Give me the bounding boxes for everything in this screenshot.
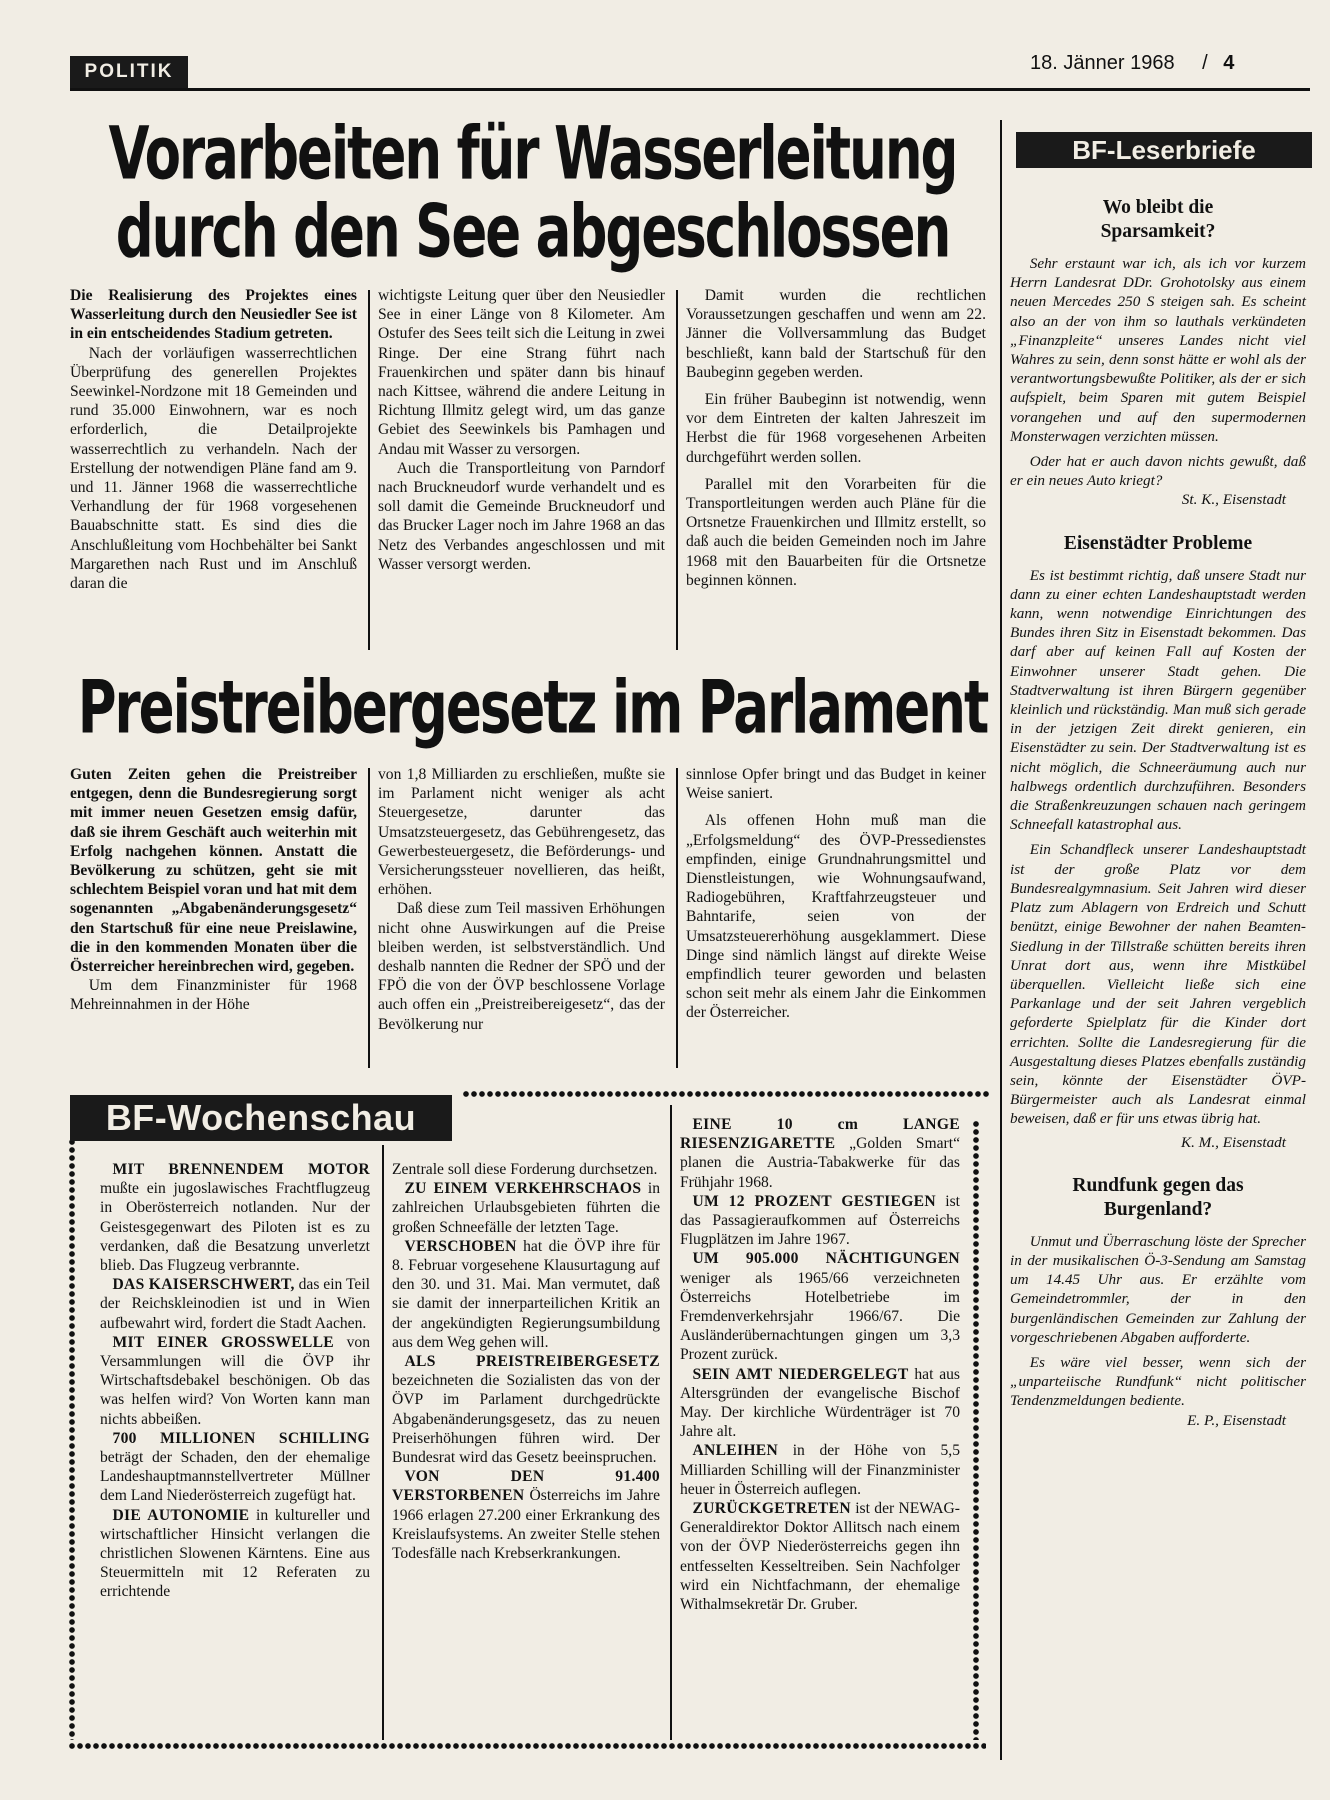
news-lead: VON DEN 91.400 VERSTORBENEN — [392, 1468, 660, 1505]
letter-signature: E. P., Eisenstadt — [1187, 1411, 1286, 1429]
news-text: in kultureller und wirtschaftlicher Hinsicht verlangen die christlichen Slowenen Kärntens. Eine aus Steuermitteln mit 12 Referaten zu errichtende — [100, 1506, 370, 1601]
leserbriefe-column — [1010, 196, 1306, 1430]
news-lead: DIE AUTONOMIE — [112, 1506, 250, 1524]
news-item — [100, 1506, 370, 1602]
news-text: ist der NEWAG-Generaldirektor Doktor Allitsch nach einem von der ÖVP Niederösterreichs gegen ihn entfesselten Kesseltreiben. Sein Nachfolger wird ein Nichtfachmann, der ehemalige Withalmsekretär Dr. Gruber. — [680, 1500, 960, 1614]
article1-lead: Die Realisierung des Projektes eines Wasserleitung durch den Neusiedler See ist in ein entscheidendes Stadium getreten. — [70, 287, 357, 343]
article2-paragraph: Um dem Finanzminister für 1968 Mehreinnahmen in der Höhe — [70, 977, 357, 1014]
letter-paragraph: Unmut und Überraschung löste der Sprecher in der musikalischen Ö-3-Sendung am Samstag um 14.45 Uhr aus. Er erzählte vom Gemeindetrommler, der in den burgenländischen Gemeinden zur Zahlung der vorgeschriebenen Abgaben aufforderte. — [1010, 1232, 1306, 1346]
news-lead: SEIN AMT NIEDERGELEGT — [692, 1365, 909, 1383]
article1-col3 — [686, 286, 986, 590]
wochenschau-border-left — [68, 1138, 76, 1740]
news-lead: MIT BRENNENDEM MOTOR — [112, 1161, 370, 1178]
news-item — [392, 1352, 660, 1467]
column-divider — [368, 290, 370, 650]
wochenschau-col1 — [100, 1160, 370, 1602]
news-lead: DAS KAISERSCHWERT, — [112, 1276, 295, 1294]
article2-paragraph: sinnlose Opfer bringt und das Budget in keiner Weise saniert. — [686, 766, 986, 803]
header-rule — [70, 88, 1310, 91]
page-separator: / — [1202, 52, 1208, 74]
news-text: weniger als 1965/66 verzeichneten Österreichs Hotelbetriebe im Fremdenverkehrsjahr 1966/67. Die Ausländerübernachtungen gingen um 3,3 Prozent zurück. — [680, 1269, 960, 1364]
news-text: das ein Teil der Reichskleinodien ist und in Wien aufbewahrt wird, fordert die Stadt Aachen. — [100, 1276, 370, 1332]
column-divider — [368, 768, 370, 1068]
article1-paragraph: Ein früher Baubeginn ist notwendig, wenn vor dem Eintreten der kalten Jahreszeit im Herbst die für 1968 vorgesehenen Arbeiten durchgeführt werden sollen. — [686, 391, 986, 466]
letter-paragraph: Ein Schandfleck unserer Landeshauptstadt ist der große Platz vor dem Bundesrealgymnasium. Seit Jahren wird dieser Platz zum Ablagern von Erdreich und Schutt benützt, einige Bewohner der nahen Beamten-Siedlung in der Tillstraße schütten bereits ihren Unrat dort aus, wenn ihre Mistkübel überquellen. Vielleicht ließe sich eine Parkanlage und der seit Jahren vergeblich geforderte Spielplatz für die Kinder dort errichten. Sollte die Landesregierung für die Ausgestaltung dieses Platzes ebenfalls zuständig sein, könnte der Eisenstädter ÖVP-Bürgermeister auch als Landesrat einmal beweisen, daß er für uns etwas übrig hat. — [1010, 841, 1306, 1128]
leserbriefe-title-text: BF-Leserbriefe — [1072, 135, 1256, 165]
news-text: beträgt der Schaden, den der ehemalige Landeshauptmannstellvertreter Müllner dem Land Niederösterreich zugefügt hat. — [100, 1449, 370, 1505]
news-text: in der Höhe von 5,5 Milliarden Schilling will der Finanzminister heuer in Österreich auflegen. — [680, 1442, 960, 1498]
letter-paragraph: Oder hat er auch davon nichts gewußt, daß er ein neues Auto kriegt? — [1010, 453, 1306, 490]
article1-col1 — [70, 286, 357, 593]
article2-headline: Preistreibergesetz im Parlament — [77, 666, 988, 751]
letter-paragraph: Sehr erstaunt war ich, als ich vor kurzem Herrn Landesrat DDr. Grohotolsky aus einem neuen Mercedes 250 S steigen sah. Es scheint also an der von ihm so lauthals verkündeten „Finanzpleite“ unseres Landes nicht viel Wahres zu sein, denn sonst hätte er wohl als der verantwortungsbewußte Politiker, als der er sich aufspielt, beim Sparen mit gutem Beispiel vorangehen und auf den supermodernen Monsterwagen verzichten müssen. — [1010, 255, 1306, 445]
date-text: 18. Jänner 1968 — [1030, 52, 1175, 74]
wochenschau-title-text: BF-Wochenschau — [105, 1097, 417, 1138]
article2-paragraph: Als offenen Hohn muß man die „Erfolgsmeldung“ des ÖVP-Pressedienstes empfinden, einige Grundnahrungsmittel und Dienstleistungen, wie Wohnungsaufwand, Radiogebühren, Kraftfahrzeugsteuer und Bahntarife, seien von der Umsatzsteuererhöhung ausgeklammert. Diese Dinge sind nämlich längst auf direkte Weise empfindlich teurer geworden und belasten schon seit mehr als einem Jahr die Einkommen der Österreicher. — [686, 812, 986, 1022]
article2-lead: Guten Zeiten gehen die Preistreiber entgegen, denn die Bundesregierung sorgt mit immer neuen Gesetzen emsig dafür, daß sie ihrem Geschäft auch weiterhin mit Erfolg nachgehen können. Anstatt die Bevölkerung zu schützen, geht sie mit schlechtem Beispiel voran und hat mit dem sogenannten „Abgabenänderungsgesetz“ den Startschuß für eine neue Preislawine, die in den kommenden Monaten über die Österreicher hereinbrechen wird, gegeben. — [70, 766, 357, 976]
letter-heading: Wo bleibt die Sparsamkeit? — [1100, 197, 1216, 242]
article1-paragraph: Nach der vorläufigen wasserrechtlichen Überprüfung des generellen Projektes Seewinkel-Nordzone mit 18 Gemeinden und rund 35.000 Einwohnern, war es noch erforderlich, die Detailprojekte wasserrechtlich zu verhandeln. Nach der Erstellung der notwendigen Pläne fand am 9. und 11. Jänner 1968 die wasserrechtliche Verhandlung der für 1968 vorgesehenen Bauabschnitte statt. Es sind dies die Anschlußleitung vom Hochbehälter bei Sankt Margarethen nach Rust und im Anschluß daran die — [70, 344, 357, 593]
news-lead: EINE 10 cm LANGE RIESENZIGARETTE — [680, 1116, 960, 1153]
wochenschau-col2 — [392, 1160, 660, 1563]
news-item — [392, 1467, 660, 1563]
news-text: hat die ÖVP ihre für 8. Februar vorgesehene Klausurtagung auf den 30. und 31. Mai. Man vermutet, daß sie damit der innerparteilichen Kritik an der angekündigten Regierungsumbildung aus dem Weg gehen will. — [392, 1237, 660, 1351]
letter-signature: St. K., Eisenstadt — [1181, 491, 1286, 509]
news-text: Österreichs im Jahre 1966 erlagen 27.200 einer Erkrankung des Kreislaufsystems. An zweiter Stelle stehen Todesfälle nach Krebserkrankungen. — [392, 1487, 660, 1563]
article2-col1 — [70, 765, 357, 1015]
news-text: mußte ein jugoslawisches Frachtflugzeug in Oberösterreich notlanden. Nur der Geistesgegenwart des Piloten ist es zu verdanken, daß die Besatzung unverletzt blieb. Das Flugzeug verbrannte. — [100, 1180, 370, 1275]
column-divider — [676, 290, 678, 650]
letter-signature: K. M., Eisenstadt — [1180, 1133, 1286, 1151]
article1-headline — [70, 112, 995, 275]
news-item — [392, 1179, 660, 1237]
news-text: von Versammlungen will die ÖVP ihr Wirtschaftsdebakel beschönigen. Ob das was helfen wird? Von Worten kann man nichts abbeißen. — [100, 1333, 370, 1428]
news-item — [100, 1160, 370, 1275]
news-lead: UM 905.000 NÄCHTIGUNGEN — [692, 1250, 960, 1268]
article2-paragraph: Daß diese zum Teil massiven Erhöhungen nicht ohne Auswirkungen auf die Preise bleiben werden, ist selbstverständlich. Und deshalb nannten die Redner der SPÖ und der FPÖ die von der ÖVP beschlossene Vorlage auch offen ein „Preistreibereigesetz“, das der Bevölkerung nur — [378, 900, 665, 1033]
article1-col2 — [378, 286, 665, 574]
news-lead: ANLEIHEN — [692, 1442, 779, 1460]
leserbriefe-title — [1016, 132, 1312, 168]
news-lead: 700 MILLIONEN SCHILLING — [112, 1429, 370, 1447]
news-item — [392, 1237, 660, 1352]
letter-paragraph: Es wäre viel besser, wenn sich der „unparteiische Rundfunk“ nicht politischer Tendenzmeldungen bediente. — [1010, 1353, 1306, 1410]
letter-paragraph: Es ist bestimmt richtig, daß unsere Stadt nur dann zu einer echten Landeshauptstadt werden kann, wenn notwendige Einrichtungen des Bundes ihren Sitz in Eisenstadt bekommen. Das darf aber auf keinen Fall auf Kosten der Einwohner unserer Stadt gehen. Die Stadtverwaltung ist ihren Bürgern gegenüber kleinlich und rückständig. Man muß sich gerade in der jetzigen Zeit direkt genieren, ein Eisenstädter zu sein. Der Stadtverwaltung ist es nicht möglich, die Schneeräumung auch nur halbwegs ordentlich durchzuführen. Besonders die Straßenkreuzungen schauen nach geringem Schneefall katastrophal aus. — [1010, 566, 1306, 834]
news-text: hat aus Altersgründen der evangelische Bischof May. Der kirchliche Würdenträger ist 70 Jahre alt. — [680, 1365, 960, 1441]
news-item — [100, 1333, 370, 1429]
news-item — [680, 1192, 960, 1250]
column-divider — [676, 768, 678, 1068]
section-label — [70, 56, 188, 88]
page-number: 4 — [1223, 52, 1235, 74]
news-lead: ALS PREISTREIBERGESETZ — [404, 1353, 660, 1371]
article2-col3 — [686, 765, 986, 1023]
news-lead: ZURÜCKGETRETEN — [692, 1500, 851, 1518]
news-item — [100, 1429, 370, 1506]
right-column-divider — [1000, 120, 1002, 1760]
issue-date — [1030, 52, 1234, 75]
news-item — [680, 1365, 960, 1442]
wochenschau-divider — [670, 1105, 672, 1740]
news-item — [680, 1249, 960, 1364]
article2-col2 — [378, 765, 665, 1034]
news-text: „Golden Smart“ planen die Austria-Tabakwerke für das Frühjahr 1968. — [680, 1135, 960, 1191]
section-label-text: POLITIK — [84, 61, 174, 82]
news-item — [680, 1441, 960, 1499]
news-lead: VERSCHOBEN — [404, 1237, 517, 1255]
article1-paragraph: Damit wurden die rechtlichen Voraussetzungen geschaffen und wenn am 22. Jänner die Vollversammlung das Budget beschließt, kann bald der Startschuß für den Baubeginn gegeben werden. — [686, 287, 986, 381]
news-lead: UM 12 PROZENT GESTIEGEN — [692, 1192, 936, 1210]
news-text: in zahlreichen Urlaubsgebieten führten die großen Schneefälle der letzten Tage. — [392, 1180, 660, 1236]
news-item — [680, 1499, 960, 1614]
article1-headline-line1: Vorarbeiten für Wasserleitung — [108, 112, 957, 197]
article1-paragraph: Auch die Transportleitung von Parndorf nach Bruckneudorf wurde verhandelt und es soll damit die Gemeinde Bruckneudorf und das Brucker Lager noch im Jahre 1968 an das Netz des Verbandes angeschlossen und mit Wasser versorgt werden. — [378, 459, 665, 573]
article2-paragraph: von 1,8 Milliarden zu erschließen, mußte sie im Parlament nicht weniger als acht Steuergesetze, darunter das Umsatzsteuergesetz, das Gebührengesetz, das Gewerbesteuergesetz, die Beförderungs- und Versicherungssteuer novellieren, das heißt, erhöhen. — [378, 766, 665, 899]
article1-paragraph: wichtigste Leitung quer über den Neusiedler See in einer Länge von 8 Kilometer. Am Ostufer des Sees teilt sich die Leitung in zwei Ringe. Der eine Strang führt nach Frauenkirchen und später dann bis hinauf nach Kittsee, während die andere Leitung in Richtung Illmitz gelegt wird, um das ganze Gebiet des Seewinkels bis Pamhagen und Andau mit Wasser zu versorgen. — [378, 287, 665, 458]
wochenschau-title — [70, 1095, 452, 1141]
news-item — [680, 1115, 960, 1192]
article1-paragraph: Parallel mit den Vorarbeiten für die Transportleitungen werden auch Pläne für die Ortsnetze Frauenkirchen und Illmitz erstellt, so daß auch die beiden Gemeinden noch im Jahre 1968 mit den Bauarbeiten für die Ortsnetze beginnen können. — [686, 475, 986, 589]
news-item — [100, 1275, 370, 1333]
news-text: Zentrale soll diese Forderung durchsetzen. — [392, 1161, 658, 1178]
news-lead: MIT EINER GROSSWELLE — [112, 1333, 335, 1351]
letter-heading: Eisenstädter Probleme — [1063, 532, 1253, 554]
wochenschau-divider — [382, 1145, 384, 1740]
letter-heading: Rundfunk gegen das Burgenland? — [1072, 1174, 1244, 1220]
news-lead: ZU EINEM VERKEHRSCHAOS — [404, 1180, 642, 1198]
wochenschau-border-right — [972, 1120, 980, 1740]
news-text: bezeichneten die Sozialisten das von der ÖVP im Parlament durchgedrückte Abgabenänderungsgesetz, das zu neuen Preiserhöhungen führen wird. Der Bundesrat wird das Gesetz beeinspruchen. — [392, 1372, 660, 1467]
wochenschau-border-top — [462, 1090, 990, 1098]
article1-headline-line2: durch den See abgeschlossen — [115, 190, 950, 275]
news-item — [392, 1160, 660, 1179]
news-text: ist das Passagieraufkommen auf Österreichs Flugplätzen im Jahre 1967. — [680, 1192, 960, 1249]
wochenschau-border-bottom — [68, 1742, 986, 1750]
wochenschau-col3 — [680, 1115, 960, 1614]
